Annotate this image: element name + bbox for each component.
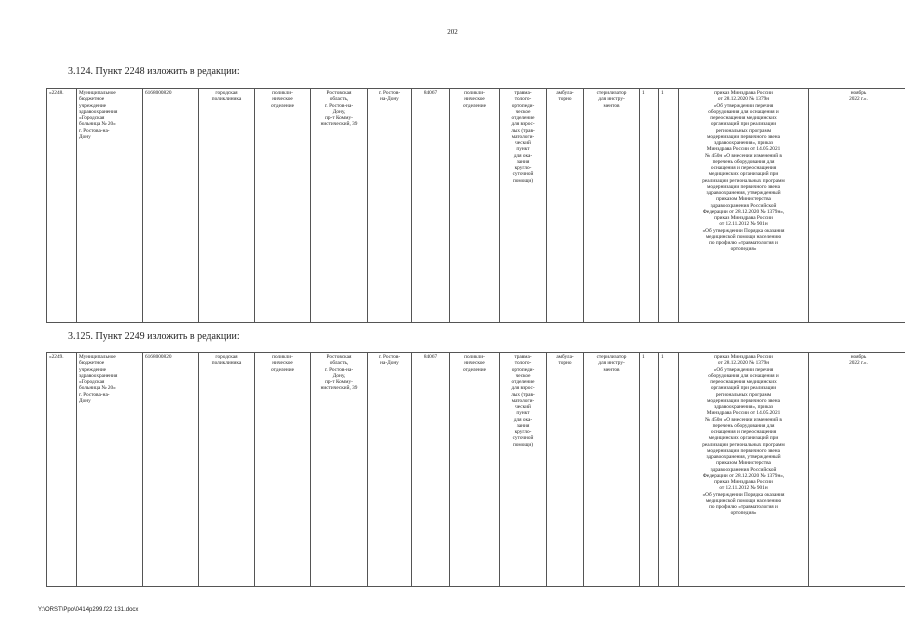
section-heading-2248: 3.124. Пункт 2248 изложить в редакции: bbox=[68, 66, 240, 77]
city: г. Ростов- на-Дону bbox=[368, 353, 412, 587]
amendment-table-2248 bbox=[46, 88, 905, 323]
department: поликли- ническое отделение bbox=[255, 89, 311, 323]
legal-basis: приказ Минздрава России от 28.12.2020 № 1379н «Об утверждении перечня оборудования для оснащения и переоснащения медицинских организаций при реализации региональных программ модернизации первичного звена здравоохранения», приказ Минздрава России от 14.05.2021 № 450н «О внесении изменений в перечень оборудования для оснащения и переоснащения медицинских организаций при реализации региональных программ модернизации первичного звена здравоохранения, утвержденный приказом Министерства здравоохранения Российской Федерации от 28.12.2020 № 1379н», приказ Минздрава России от 12.11.2012 № 901н «Об утверждении Порядка оказания медицинской помощи населению по профилю «травматология и ортопедия» bbox=[679, 89, 809, 323]
row-number: «2248. bbox=[47, 89, 77, 323]
legal-basis: приказ Минздрава России от 28.12.2020 № 1379н «Об утверждении перечня оборудования для оснащения и переоснащения медицинских организаций при реализации региональных программ модернизации первичного звена здравоохранения», приказ Минздрава России от 14.05.2021 № 450н «О внесении изменений в перечень оборудования для оснащения и переоснащения медицинских организаций при реализации региональных программ модернизации первичного звена здравоохранения, утвержденный приказом Министерства здравоохранения Российской Федерации от 28.12.2020 № 1379н», приказ Минздрава России от 12.11.2012 № 901н «Об утверждении Порядка оказания медицинской помощи населению по профилю «травматология и ортопедия» bbox=[679, 353, 809, 587]
quantity-1: 1 bbox=[640, 89, 659, 323]
page-number: 202 bbox=[447, 28, 458, 36]
inn-code: 6168000820 bbox=[143, 353, 199, 587]
implementation-date: ноябрь 2022 г.». bbox=[809, 89, 905, 323]
inn-code: 6168000820 bbox=[143, 89, 199, 323]
amendment-table-2249 bbox=[46, 352, 905, 587]
quantity-2: 1 bbox=[659, 353, 679, 587]
quantity-2: 1 bbox=[659, 89, 679, 323]
organization-name: Муниципальное бюджетное учреждение здравоохранения «Городская больница № 20» г. Ростова-на- Дону bbox=[77, 89, 143, 323]
facility-type: городская поликлиника bbox=[199, 353, 255, 587]
section-heading-2249: 3.125. Пункт 2249 изложить в редакции: bbox=[68, 331, 240, 342]
table-row bbox=[47, 353, 905, 587]
implementation-date: ноябрь 2022 г.». bbox=[809, 353, 905, 587]
city: г. Ростов- на-Дону bbox=[368, 89, 412, 323]
equipment-name: стерилизатор для инстру- ментов bbox=[584, 89, 640, 323]
file-path-footer: Y:\ORST\Ppo\0414p299.f22 131.docx bbox=[38, 607, 139, 613]
care-mode: амбула- торно bbox=[547, 353, 584, 587]
unit: поликли- ническое отделение bbox=[450, 89, 500, 323]
quantity-1: 1 bbox=[640, 353, 659, 587]
oktmo-code: 84067 bbox=[412, 353, 450, 587]
address: Ростовская область, г. Ростов-на- Дону, пр-т Комму- нистический, 39 bbox=[311, 353, 368, 587]
address: Ростовская область, г. Ростов-на- Дону, пр-т Комму- нистический, 39 bbox=[311, 89, 368, 323]
organization-name: Муниципальное бюджетное учреждение здравоохранения «Городская больница № 20» г. Ростова-на- Дону bbox=[77, 353, 143, 587]
facility-type: городская поликлиника bbox=[199, 89, 255, 323]
structural-unit: травма- толого- ортопеди- ческое отделение для взрос- лых (трав- матологи- ческий пункт для ока- зания кругло- суточной помощи) bbox=[500, 353, 547, 587]
structural-unit: травма- толого- ортопеди- ческое отделение для взрос- лых (трав- матологи- ческий пункт для ока- зания кругло- суточной помощи) bbox=[500, 89, 547, 323]
row-number: «2249. bbox=[47, 353, 77, 587]
oktmo-code: 84067 bbox=[412, 89, 450, 323]
table-row bbox=[47, 89, 905, 323]
department: поликли- ническое отделение bbox=[255, 353, 311, 587]
care-mode: амбула- торно bbox=[547, 89, 584, 323]
unit: поликли- ническое отделение bbox=[450, 353, 500, 587]
equipment-name: стерилизатор для инстру- ментов bbox=[584, 353, 640, 587]
